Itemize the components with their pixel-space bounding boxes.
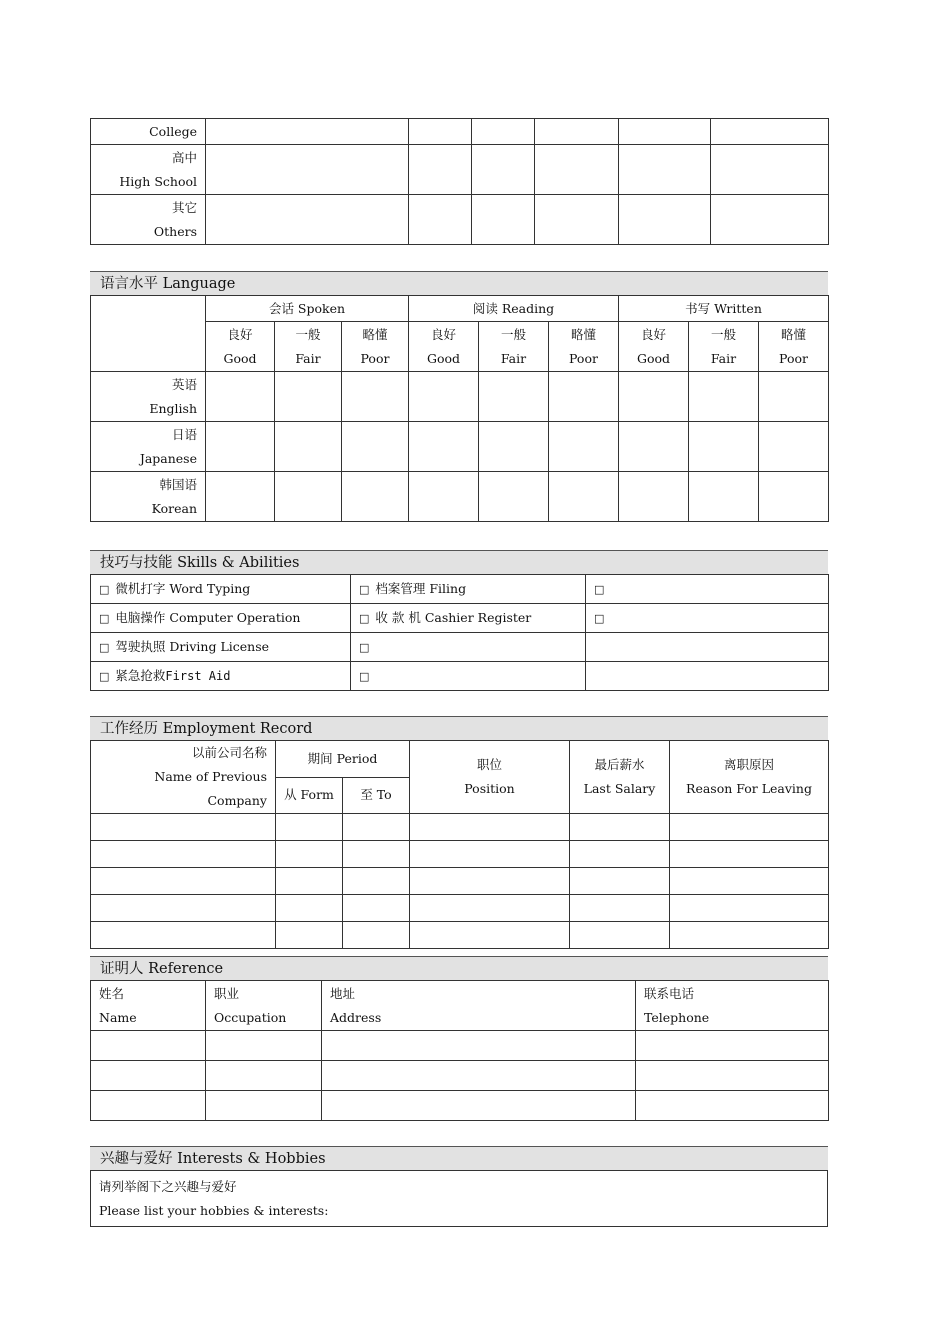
- checkbox-icon[interactable]: □: [359, 611, 370, 625]
- checkbox-icon[interactable]: □: [359, 669, 370, 683]
- ref-occupation-header: 职业 Occupation: [206, 981, 322, 1031]
- education-cell[interactable]: [472, 145, 535, 195]
- level-good: 良好 Good: [619, 322, 689, 372]
- education-cell[interactable]: [206, 195, 409, 245]
- education-cell[interactable]: [619, 195, 711, 245]
- level-fair: 一般 Fair: [275, 322, 342, 372]
- language-cell[interactable]: [275, 422, 342, 472]
- reference-cell[interactable]: [206, 1031, 322, 1061]
- level-good: 良好 Good: [206, 322, 275, 372]
- level-fair: 一般 Fair: [479, 322, 549, 372]
- reference-header: 证明人 Reference: [90, 956, 828, 980]
- reference-section: [90, 956, 828, 1121]
- language-group-written: 书写 Written: [619, 296, 829, 322]
- employment-cell[interactable]: [343, 814, 410, 841]
- employment-cell[interactable]: [410, 895, 570, 922]
- education-cell[interactable]: [711, 119, 829, 145]
- reason-header: 离职原因 Reason For Leaving: [670, 741, 829, 814]
- employment-cell[interactable]: [410, 814, 570, 841]
- language-cell[interactable]: [479, 372, 549, 422]
- language-cell[interactable]: [409, 422, 479, 472]
- hobbies-header: 兴趣与爱好 Interests & Hobbies: [90, 1146, 828, 1170]
- education-cell[interactable]: [535, 195, 619, 245]
- language-cell[interactable]: [689, 472, 759, 522]
- salary-header: 最后薪水 Last Salary: [570, 741, 670, 814]
- education-row-highschool-label: 高中 High School: [91, 145, 206, 195]
- language-cell[interactable]: [689, 372, 759, 422]
- education-section: [90, 118, 828, 245]
- education-cell[interactable]: [711, 145, 829, 195]
- education-cell[interactable]: [409, 195, 472, 245]
- skill-empty: [586, 633, 829, 662]
- language-table: [90, 295, 829, 522]
- period-header: 期间 Period: [276, 741, 410, 778]
- language-cell[interactable]: [689, 422, 759, 472]
- language-section: [90, 271, 828, 522]
- employment-cell[interactable]: [670, 841, 829, 868]
- employment-cell[interactable]: [343, 895, 410, 922]
- education-cell[interactable]: [409, 119, 472, 145]
- education-cell[interactable]: [619, 145, 711, 195]
- language-row-japanese-label: 日语 Japanese: [91, 422, 206, 472]
- skill-driving-license[interactable]: □ 驾驶执照 Driving License: [91, 633, 351, 662]
- checkbox-icon[interactable]: □: [359, 640, 370, 654]
- employment-cell[interactable]: [276, 922, 343, 949]
- employment-cell[interactable]: [276, 868, 343, 895]
- education-cell[interactable]: [535, 119, 619, 145]
- level-good: 良好 Good: [409, 322, 479, 372]
- to-header: 至 To: [343, 777, 410, 814]
- company-header: 以前公司名称 Name of Previous Company: [91, 741, 276, 814]
- employment-cell[interactable]: [670, 895, 829, 922]
- education-cell[interactable]: [619, 119, 711, 145]
- ref-name-header: 姓名 Name: [91, 981, 206, 1031]
- skill-other-1[interactable]: [586, 575, 829, 604]
- employment-header: 工作经历 Employment Record: [90, 716, 828, 740]
- skill-computer-operation[interactable]: □ 电脑操作 Computer Operation: [91, 604, 351, 633]
- employment-cell[interactable]: [410, 868, 570, 895]
- level-poor: 略懂 Poor: [342, 322, 409, 372]
- reference-cell[interactable]: [91, 1031, 206, 1061]
- language-header: 语言水平 Language: [90, 271, 828, 295]
- language-cell[interactable]: [206, 372, 275, 422]
- ref-address-header: 地址 Address: [322, 981, 636, 1031]
- reference-cell[interactable]: [91, 1091, 206, 1121]
- language-cell[interactable]: [619, 372, 689, 422]
- skill-word-typing[interactable]: □ 微机打字 Word Typing: [91, 575, 351, 604]
- language-group-spoken: 会话 Spoken: [206, 296, 409, 322]
- skill-other-3[interactable]: [351, 633, 586, 662]
- level-poor: 略懂 Poor: [549, 322, 619, 372]
- language-cell[interactable]: [759, 372, 829, 422]
- education-cell[interactable]: [206, 145, 409, 195]
- employment-cell[interactable]: [91, 841, 276, 868]
- checkbox-icon[interactable]: □: [99, 669, 110, 683]
- language-cell[interactable]: [342, 372, 409, 422]
- language-cell[interactable]: [409, 472, 479, 522]
- skill-first-aid[interactable]: □ 紧急抢救First Aid: [91, 662, 351, 691]
- skills-header: 技巧与技能 Skills & Abilities: [90, 550, 828, 574]
- reference-cell[interactable]: [206, 1061, 322, 1091]
- language-cell[interactable]: [619, 422, 689, 472]
- skill-filing[interactable]: □ 档案管理 Filing: [351, 575, 586, 604]
- employment-table: [90, 740, 829, 949]
- level-fair: 一般 Fair: [689, 322, 759, 372]
- language-cell[interactable]: [206, 472, 275, 522]
- reference-cell[interactable]: [322, 1031, 636, 1061]
- employment-cell[interactable]: [343, 922, 410, 949]
- employment-cell[interactable]: [670, 922, 829, 949]
- language-group-reading: 阅读 Reading: [409, 296, 619, 322]
- employment-cell[interactable]: [276, 841, 343, 868]
- reference-cell[interactable]: [322, 1091, 636, 1121]
- skills-table: [90, 574, 829, 691]
- skill-other-2[interactable]: [586, 604, 829, 633]
- education-cell[interactable]: [409, 145, 472, 195]
- skill-cashier-register[interactable]: □ 收 款 机 Cashier Register: [351, 604, 586, 633]
- skills-section: [90, 550, 828, 691]
- education-cell[interactable]: [472, 119, 535, 145]
- checkbox-icon[interactable]: □: [99, 611, 110, 625]
- employment-cell[interactable]: [276, 814, 343, 841]
- education-cell[interactable]: [472, 195, 535, 245]
- reference-cell[interactable]: [636, 1091, 829, 1121]
- employment-cell[interactable]: [570, 814, 670, 841]
- employment-section: [90, 716, 828, 949]
- education-cell[interactable]: [206, 119, 409, 145]
- employment-cell[interactable]: [570, 922, 670, 949]
- employment-cell[interactable]: [91, 922, 276, 949]
- language-cell[interactable]: [479, 422, 549, 472]
- reference-cell[interactable]: [322, 1061, 636, 1091]
- level-poor: 略懂 Poor: [759, 322, 829, 372]
- checkbox-icon[interactable]: □: [594, 582, 605, 596]
- position-header: 职位 Position: [410, 741, 570, 814]
- employment-cell[interactable]: [410, 841, 570, 868]
- reference-table: [90, 980, 829, 1121]
- employment-cell[interactable]: [570, 841, 670, 868]
- checkbox-icon[interactable]: □: [99, 640, 110, 654]
- reference-cell[interactable]: [636, 1061, 829, 1091]
- employment-cell[interactable]: [91, 814, 276, 841]
- employment-cell[interactable]: [670, 868, 829, 895]
- skill-other-4[interactable]: [351, 662, 586, 691]
- language-cell[interactable]: [479, 472, 549, 522]
- checkbox-icon[interactable]: □: [594, 611, 605, 625]
- employment-cell[interactable]: [410, 922, 570, 949]
- language-cell[interactable]: [549, 472, 619, 522]
- language-cell[interactable]: [409, 372, 479, 422]
- education-table: [90, 118, 829, 245]
- reference-cell[interactable]: [206, 1091, 322, 1121]
- hobbies-field[interactable]: 请列举阁下之兴趣与爱好 Please list your hobbies & interests:: [91, 1171, 828, 1227]
- language-cell[interactable]: [549, 422, 619, 472]
- from-header: 从 Form: [276, 777, 343, 814]
- employment-cell[interactable]: [343, 841, 410, 868]
- language-cell[interactable]: [275, 472, 342, 522]
- ref-telephone-header: 联系电话 Telephone: [636, 981, 829, 1031]
- employment-cell[interactable]: [91, 868, 276, 895]
- education-row-college-label: College: [91, 119, 206, 145]
- hobbies-section: [90, 1146, 828, 1227]
- employment-cell[interactable]: [343, 868, 410, 895]
- reference-cell[interactable]: [636, 1031, 829, 1061]
- language-cell[interactable]: [206, 422, 275, 472]
- education-cell[interactable]: [535, 145, 619, 195]
- education-cell[interactable]: [711, 195, 829, 245]
- checkbox-icon[interactable]: □: [99, 582, 110, 596]
- language-cell[interactable]: [549, 372, 619, 422]
- skill-empty: [586, 662, 829, 691]
- language-cell[interactable]: [275, 372, 342, 422]
- language-row-korean-label: 韩国语 Korean: [91, 472, 206, 522]
- employment-cell[interactable]: [276, 895, 343, 922]
- hobbies-table: [90, 1170, 828, 1227]
- employment-cell[interactable]: [670, 814, 829, 841]
- education-row-others-label: 其它 Others: [91, 195, 206, 245]
- language-corner-cell: [91, 296, 206, 372]
- language-cell[interactable]: [342, 422, 409, 472]
- language-cell[interactable]: [759, 422, 829, 472]
- language-cell[interactable]: [619, 472, 689, 522]
- language-row-english-label: 英语 English: [91, 372, 206, 422]
- language-cell[interactable]: [342, 472, 409, 522]
- employment-cell[interactable]: [91, 895, 276, 922]
- reference-cell[interactable]: [91, 1061, 206, 1091]
- language-cell[interactable]: [759, 472, 829, 522]
- checkbox-icon[interactable]: □: [359, 582, 370, 596]
- employment-cell[interactable]: [570, 868, 670, 895]
- employment-cell[interactable]: [570, 895, 670, 922]
